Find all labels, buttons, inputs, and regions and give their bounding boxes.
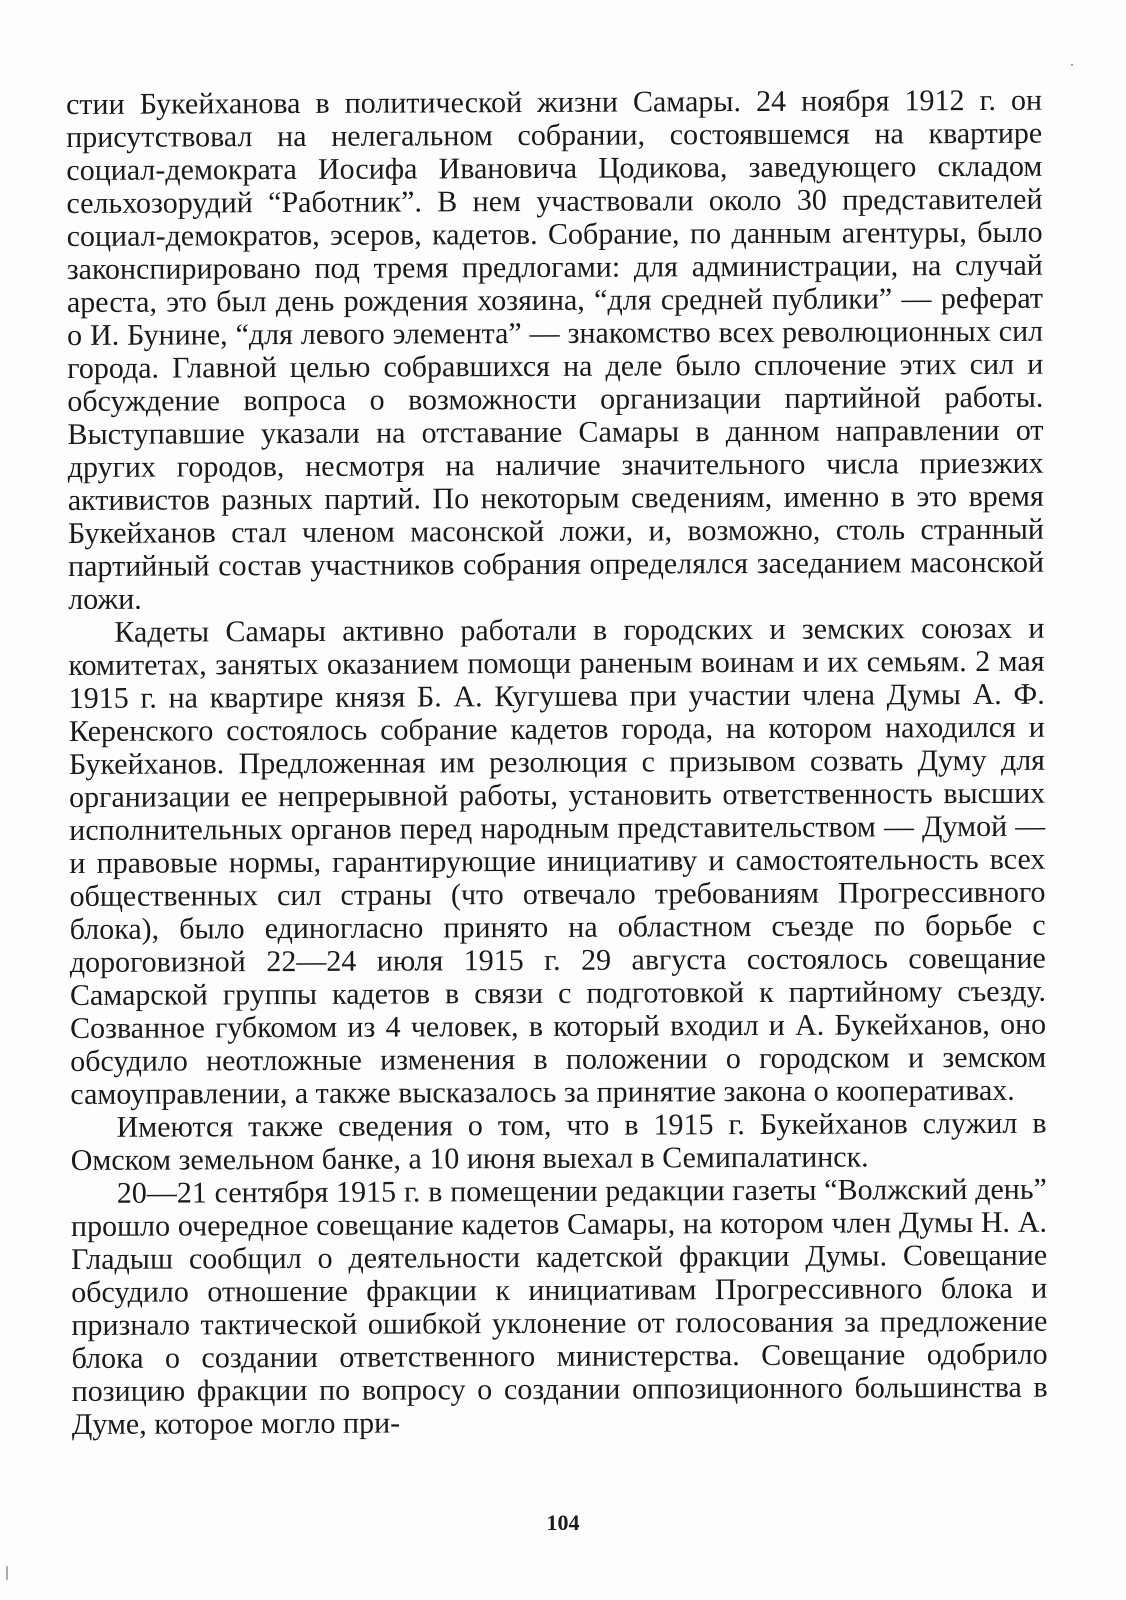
- paragraph-3: Имеются также сведения о том, что в 1915 г. Букейханов служил в Омском земельном банке, а 10 июня выехал в Семипалатинск.: [70, 1106, 1047, 1177]
- paragraph-2: Кадеты Самары активно работали в городских и земских союзах и комитетах, занятых оказанием помощи раненым воинам и их семьям. 2 мая 1915 г. на квартире князя Б. А. Кугушева при участии члена Думы А. Ф. Керенского состоялось собрание кадетов города, на котором находился и Букейханов. Предложенная им резолюция с призывом созвать Думу для организации ее непрерывной работы, установить ответственность высших исполнительных органов перед народным представительством — Думой — и правовые нормы, гарантирующие инициативу и самостоятельность всех общественных сил страны (что отвечало требованиям Прогрессивного блока), было единогласно принято на областном съезде по борьбе с дороговизной 22—24 июля 1915 г. 29 августа состоялось совещание Самарской группы кадетов в связи с подготовкой к партийному съезду. Созванное губкомом из 4 человек, в который входил и А. Букейханов, оно обсудило неотложные изменения в положении о городском и земском самоуправлении, а также высказалось за принятие закона о кооперативах.: [68, 611, 1047, 1111]
- paragraph-4: 20—21 сентября 1915 г. в помещении редакции газеты “Волжский день” прошло очередное совещание кадетов Самары, на котором член Думы Н. А. Гладыш сообщил о деятельности кадетской фракции Думы. Совещание обсудило отношение фракции к инициативам Прогрессивного блока и признало тактической ошибкой уклонение от голосования за предложение блока о создании ответственного министерства. Совещание одобрило позицию фракции по вопросу о создании оппозиционного большинства в Думе, которое могло при-: [70, 1172, 1048, 1441]
- body-text: [66, 84, 1048, 1441]
- scan-speck: [6, 1566, 8, 1580]
- page-number: 104: [546, 1510, 580, 1535]
- paragraph-1: стии Букейханова в политической жизни Самары. 24 ноября 1912 г. он присутствовал на нелегальном собрании, состоявшемся на квартире социал-демократа Иосифа Ивановича Цодикова, заведующего складом сельхозорудий “Работник”. В нем участвовали около 30 представителей социал-демократов, эсеров, кадетов. Собрание, по данным агентуры, было законспирировано под тремя предлогами: для администрации, на случай ареста, это был день рождения хозяина, “для средней публики” — реферат о И. Бунине, “для левого элемента” — знакомство всех революционных сил города. Главной целью собравшихся на деле было сплочение этих сил и обсуждение вопроса о возможности организации партийной работы. Выступавшие указали на отставание Самары в данном направлении от других городов, несмотря на наличие значительного числа приезжих активистов разных партий. По некоторым сведениям, именно в это время Букейханов стал членом масонской ложи, и, возможно, столь странный партийный состав участников собрания определялся заседанием масонской ложи.: [66, 83, 1045, 616]
- scan-speck: [1071, 64, 1073, 66]
